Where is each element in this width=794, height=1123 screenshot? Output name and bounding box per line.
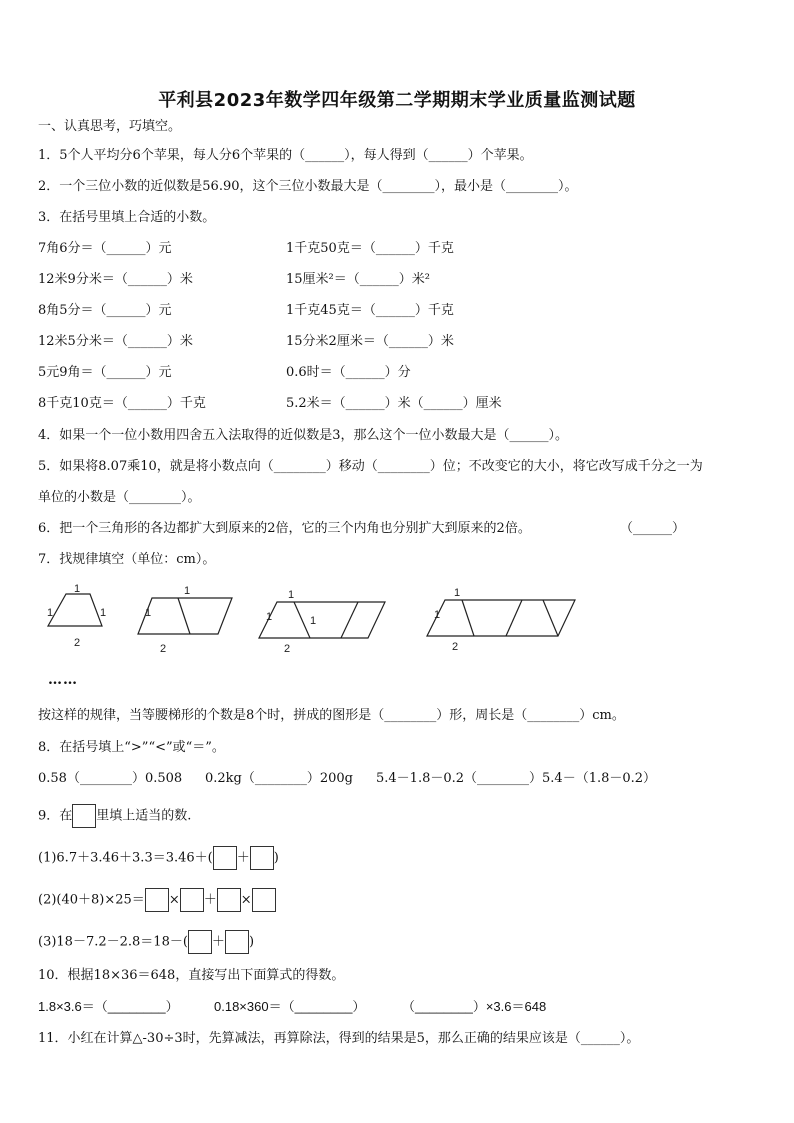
q9-1-label: (1)6.7＋3.46＋3.3＝3.46＋( — [38, 850, 213, 866]
q8-item: 5.4－1.8－0.2（________）5.4－（1.8－0.2） — [376, 771, 657, 786]
divider-line — [543, 600, 558, 636]
divider-line — [294, 602, 310, 638]
parallelogram-shape — [138, 598, 232, 634]
divider-line — [506, 600, 522, 636]
times-sign: × — [168, 892, 180, 908]
question-4: 4．如果一个一位小数用四舍五入法取得的近似数是3，那么这个一位小数最大是（______）。 — [38, 428, 569, 443]
plus-sign: ＋ — [211, 934, 225, 950]
length-label-side: 1 — [47, 607, 54, 619]
q8-item: 0.58（________）0.508 — [38, 771, 183, 786]
q10-item: 1.8×3.6＝（________） — [38, 999, 179, 1014]
length-label-side: 1 — [434, 609, 441, 621]
close-paren: ) — [273, 850, 279, 866]
close-paren: ) — [248, 934, 255, 950]
q3-item-left: 8千克10克＝（______）千克 — [38, 396, 206, 411]
continuation-dots: …… — [48, 672, 78, 688]
q3-item-left: 12米5分米＝（______）米 — [38, 334, 193, 349]
parallelogram-shape — [259, 602, 385, 638]
q9-prefix: 9．在 — [38, 808, 73, 824]
question-10: 10．根据18×36＝648，直接写出下面算式的得数。 — [38, 968, 345, 983]
length-label-bottom: 2 — [452, 641, 459, 653]
length-label-top: 1 — [288, 589, 295, 601]
answer-box[interactable] — [225, 930, 249, 954]
length-label-side: 1 — [145, 607, 152, 619]
plus-sign: ＋ — [203, 892, 217, 908]
question-9-2 — [38, 888, 276, 912]
q10-item: （________）×3.6＝648 — [402, 999, 547, 1014]
trapezoid-pattern-figure — [38, 580, 758, 680]
answer-box[interactable] — [180, 888, 204, 912]
question-9-1 — [38, 846, 279, 870]
question-9-3 — [38, 930, 254, 954]
length-label-bottom: 2 — [160, 643, 167, 655]
question-7: 7．找规律填空（单位：cm）。 — [38, 552, 216, 567]
question-11: 11．小红在计算△-30÷3时，先算减法，再算除法，得到的结果是5，那么正确的结果应该是（______）。 — [38, 1031, 640, 1046]
answer-box[interactable] — [188, 930, 212, 954]
question-1: 1．5个人平均分6个苹果，每人分6个苹果的（______），每人得到（______）个苹果。 — [38, 148, 533, 163]
q3-item-left: 8角5分＝（______）元 — [38, 303, 172, 318]
length-label-side: 1 — [266, 611, 273, 623]
q3-item-left: 7角6分＝（______）元 — [38, 241, 172, 256]
question-9 — [38, 804, 191, 828]
question-6: 6．把一个三角形的各边都扩大到原来的2倍，它的三个内角也分别扩大到原来的2倍。 — [38, 521, 531, 536]
divider-line — [462, 600, 474, 636]
times-sign: × — [240, 892, 252, 908]
question-8: 8．在括号填上“>”“<”或“＝”。 — [38, 740, 225, 755]
question-5-continued: 单位的小数是（________）。 — [38, 490, 201, 505]
trapezoid-shape — [48, 594, 102, 626]
length-label-top: 1 — [74, 583, 81, 595]
question-7-text: 按这样的规律，当等腰梯形的个数是8个时，拼成的图形是（________）形，周长是（________）cm。 — [38, 708, 625, 723]
length-label-top: 1 — [184, 585, 191, 597]
section-heading: 一、认真思考，巧填空。 — [38, 119, 182, 134]
q3-item-right: 0.6时＝（______）分 — [286, 365, 411, 380]
length-label-bottom: 2 — [74, 637, 81, 649]
answer-box[interactable] — [72, 804, 96, 828]
length-label-top: 1 — [454, 587, 461, 599]
length-label-side: 1 — [310, 615, 317, 627]
length-label-bottom: 2 — [284, 643, 291, 655]
parallelogram-shape — [427, 600, 575, 636]
q3-item-right: 5.2米＝（______）米（______）厘米 — [286, 396, 502, 411]
q9-suffix: 里填上适当的数. — [96, 808, 192, 824]
q9-3-label: (3)18－7.2－2.8＝18－( — [38, 934, 188, 950]
q3-item-left: 12米9分米＝（______）米 — [38, 272, 193, 287]
page-title: 平利县2023年数学四年级第二学期期末学业质量监测试题 — [158, 90, 636, 111]
question-2: 2．一个三位小数的近似数是56.90，这个三位小数最大是（________），最小是（________）。 — [38, 179, 578, 194]
divider-line — [341, 602, 358, 638]
question-5: 5．如果将8.07乘10，就是将小数点向（________）移动（________）位；不改变它的大小，将它改写成千分之一为 — [38, 459, 703, 474]
q3-item-right: 1千克50克＝（______）千克 — [286, 241, 454, 256]
question-6-blank: （______） — [620, 521, 686, 536]
length-label-side: 1 — [100, 607, 107, 619]
plus-sign: ＋ — [236, 850, 250, 866]
answer-box[interactable] — [145, 888, 169, 912]
answer-box[interactable] — [213, 846, 237, 870]
answer-box[interactable] — [252, 888, 276, 912]
q10-item: 0.18×360＝（________） — [214, 999, 366, 1014]
q3-item-left: 5元9角＝（______）元 — [38, 365, 172, 380]
divider-line — [178, 598, 190, 634]
q3-item-right: 15厘米²＝（______）米² — [286, 272, 430, 287]
question-3: 3．在括号里填上合适的小数。 — [38, 210, 216, 225]
answer-box[interactable] — [217, 888, 241, 912]
q3-item-right: 1千克45克＝（______）千克 — [286, 303, 454, 318]
q3-item-right: 15分米2厘米＝（______）米 — [286, 334, 454, 349]
answer-box[interactable] — [250, 846, 274, 870]
q8-item: 0.2kg（________）200g — [205, 771, 354, 786]
q9-2-label: (2)(40＋8)×25＝ — [38, 892, 145, 908]
trapezoid-pattern-svg — [38, 580, 758, 680]
